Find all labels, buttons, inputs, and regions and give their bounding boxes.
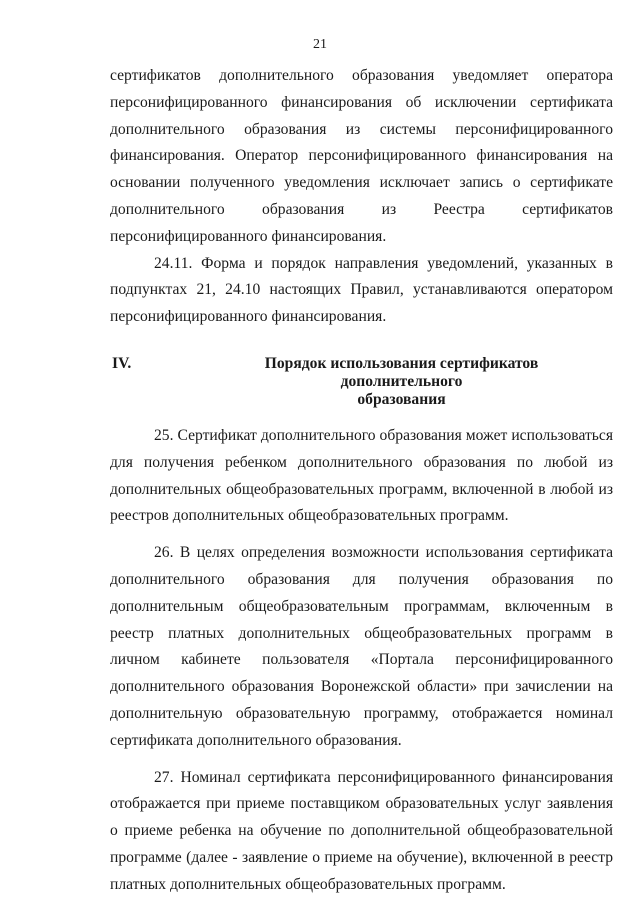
section-title bbox=[208, 355, 613, 409]
document-body bbox=[110, 63, 613, 899]
page-number: 21 bbox=[313, 37, 327, 52]
paragraph-26: 26. В целях определения возможности использования сертификата дополнительного образования для получения образования по дополнительным общеобразовательным программам, включенным в реестр платных дополнительных общеобразовательных программ в личном кабинете пользователя «Портала персонифицированного дополнительного образования Воронежской области» при зачислении на дополнительную образовательную программу, отображается номинал сертификата дополнительного образования. bbox=[110, 544, 613, 749]
paragraph-continuation: сертификатов дополнительного образования уведомляет оператора персонифицированного финансирования об исключении сертификата дополнительного образования из системы персонифицированного финансирования. Оператор персонифицированного финансирования на основании полученного уведомления исключает запись о сертификате дополнительного образования из Реестра сертификатов персонифицированного финансирования. bbox=[110, 67, 613, 245]
section-title-line-1: Порядок использования сертификатов дополнительного bbox=[264, 354, 539, 390]
section-number: IV. bbox=[112, 354, 132, 372]
section-title-line-2: образования bbox=[357, 390, 446, 408]
paragraph-25: 25. Сертификат дополнительного образования может использоваться для получения ребенком дополнительного образования по любой из дополнительных общеобразовательных программ, включенной в любой из реестров дополнительных общеобразовательных программ. bbox=[110, 426, 613, 525]
paragraph-24-11: 24.11. Форма и порядок направления уведомлений, указанных в подпунктах 21, 24.10 настоящих Правил, устанавливаются оператором персонифицированного финансирования. bbox=[110, 254, 613, 326]
section-heading bbox=[110, 355, 613, 409]
paragraph-27: 27. Номинал сертификата персонифицированного финансирования отображается при приеме поставщиком образовательных услуг заявления о приеме ребенка на обучение по дополнительной общеобразовательной программе (далее - заявление о приеме на обучение), включенной в реестр платных дополнительных общеобразовательных программ. bbox=[110, 768, 613, 893]
